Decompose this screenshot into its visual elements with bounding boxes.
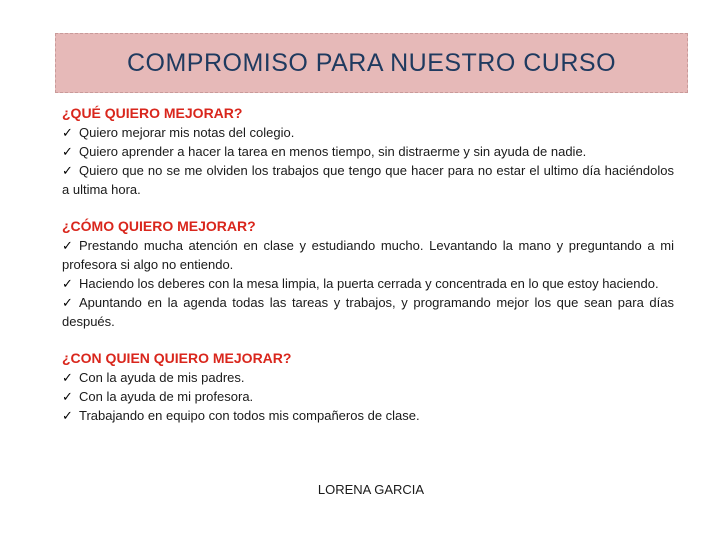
checkmark-icon: ✓	[62, 370, 73, 385]
page-title: COMPROMISO PARA NUESTRO CURSO	[126, 48, 617, 77]
checkmark-icon: ✓	[62, 408, 73, 423]
checkmark-icon: ✓	[62, 163, 73, 178]
list-item: ✓ Quiero que no se me olviden los trabajos que tengo que hacer para no estar el ultimo día haciéndolos a ultima hora.	[62, 163, 674, 197]
section-heading-que: ¿QUÉ QUIERO MEJORAR?	[62, 105, 243, 121]
signature: LORENA GARCIA	[317, 482, 425, 497]
section-heading-como: ¿CÓMO QUIERO MEJORAR?	[62, 218, 256, 234]
list-item: ✓ Con la ayuda de mi profesora.	[62, 389, 254, 404]
list-item: ✓ Haciendo los deberes con la mesa limpia, la puerta cerrada y concentrada en lo que estoy haciendo.	[62, 276, 659, 291]
section-que	[62, 103, 674, 199]
list-item: ✓ Prestando mucha atención en clase y estudiando mucho. Levantando la mano y preguntando a mi profesora si algo no entiendo.	[62, 238, 674, 272]
checkmark-icon: ✓	[62, 295, 73, 310]
section-con-quien	[62, 348, 674, 425]
checkmark-icon: ✓	[62, 125, 73, 140]
section-como	[62, 216, 674, 331]
content-body	[62, 103, 674, 425]
list-item: ✓ Apuntando en la agenda todas las tareas y trabajos, y programando mejor los que sean para días después.	[62, 295, 674, 329]
checkmark-icon: ✓	[62, 144, 73, 159]
section-heading-con-quien: ¿CON QUIEN QUIERO MEJORAR?	[62, 350, 292, 366]
list-item: ✓ Quiero mejorar mis notas del colegio.	[62, 125, 295, 140]
list-item: ✓ Quiero aprender a hacer la tarea en menos tiempo, sin distraerme y sin ayuda de nadie.	[62, 144, 587, 159]
list-item: ✓ Trabajando en equipo con todos mis compañeros de clase.	[62, 408, 420, 423]
checkmark-icon: ✓	[62, 238, 73, 253]
checkmark-icon: ✓	[62, 389, 73, 404]
checkmark-icon: ✓	[62, 276, 73, 291]
title-banner	[55, 33, 688, 93]
list-item: ✓ Con la ayuda de mis padres.	[62, 370, 245, 385]
